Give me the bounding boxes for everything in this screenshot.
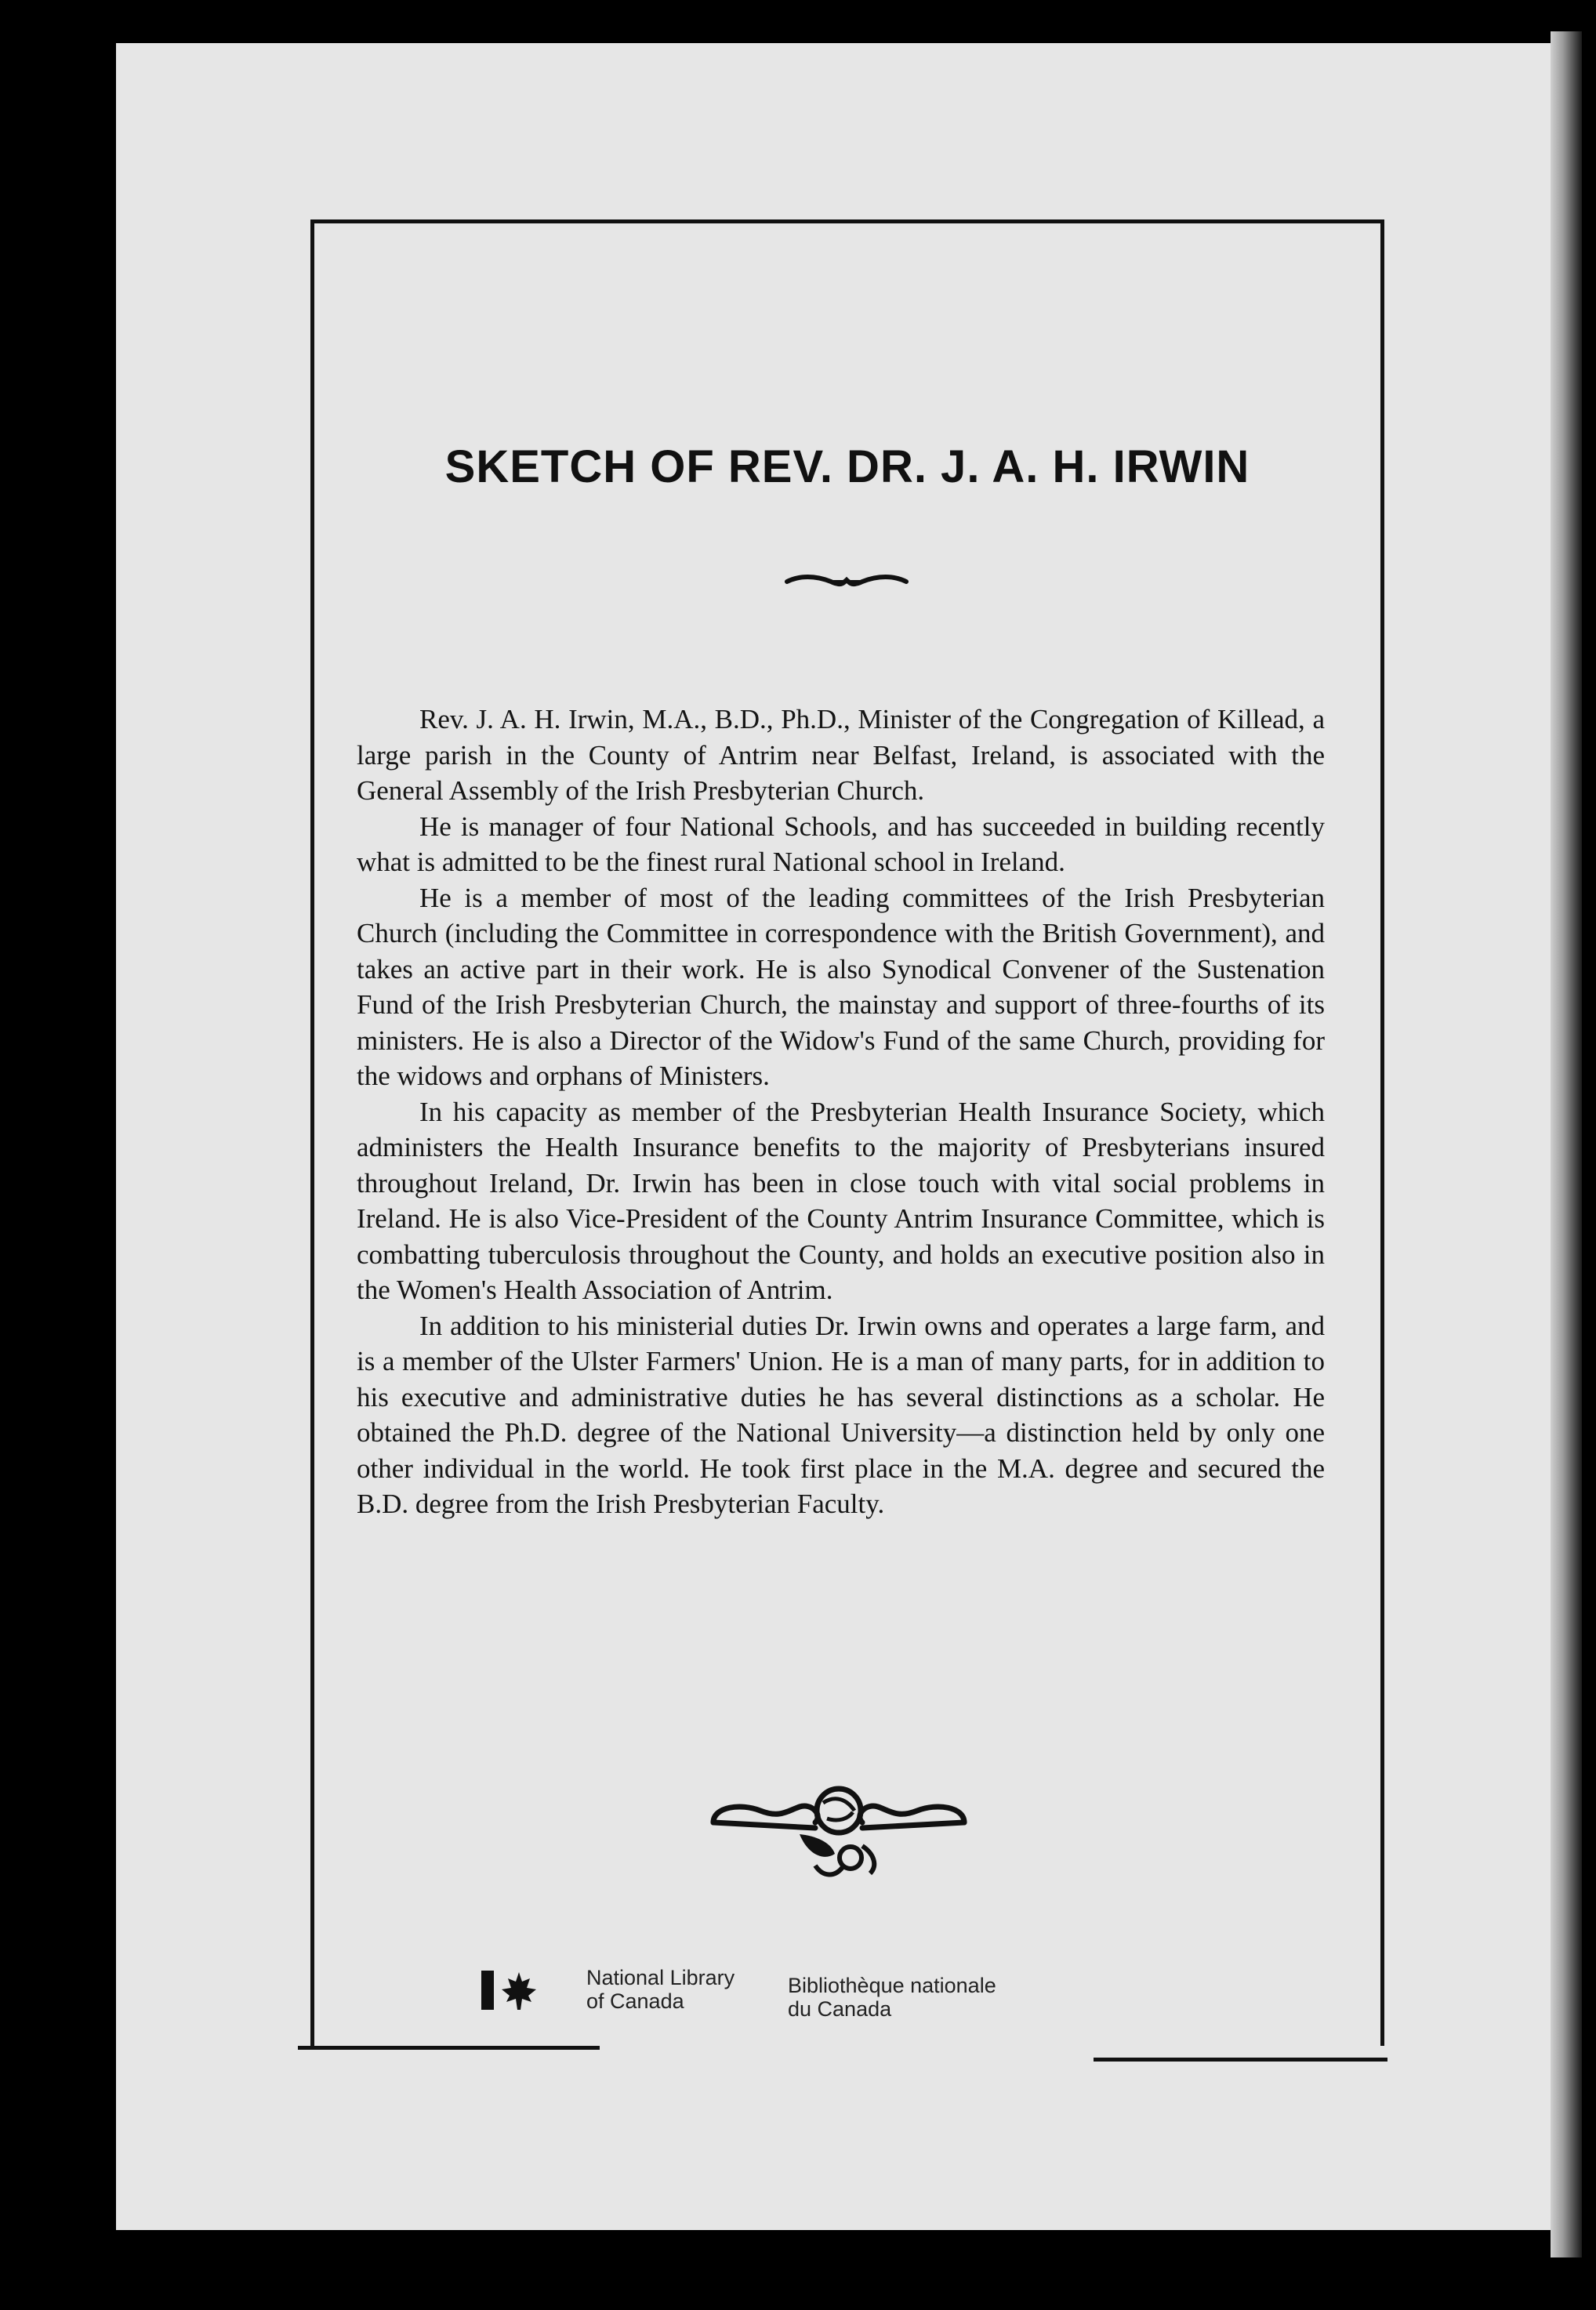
biography-text [357,702,1325,1522]
paragraph-committees: He is a member of most of the leading committees of the Irish Presbyterian Church (including the Committee in correspondence with the British Government), and takes an active part in their work. He is also Synodical Convener of the Sustenation Fund of the Irish Presbyterian Church, the mainstay and support of three-fourths of its ministers. He is also a Director of the Widow's Fund of the same Church, providing for the widows and orphans of Ministers. [357,882,1325,1091]
library-name-french-line2: du Canada [788,1997,892,2021]
paragraph-farm-and-scholarship: In addition to his ministerial duties Dr. Irwin owns and operates a large farm, and is a member of the Ulster Farmers' Union. He is a man of many parts, for in addition to his executive and administrative duties he has several distinctions as a scholar. He obtained the Ph.D. degree of the National University—a distinction held by only one other individual in the world. He took first place in the M.A. degree and secured the B.D. degree from the Irish Presbyterian Faculty. [357,1310,1325,1519]
library-name-french-line1: Bibliothèque nationale [788,1974,996,1997]
frame-bottom-left-rule [298,2046,600,2050]
paragraph-introduction: Rev. J. A. H. Irwin, M.A., B.D., Ph.D., Minister of the Congregation of Killead, a large parish in the County of Antrim near Belfast, Ireland, is associated with the General Assembly of the Irish Presbyterian Church. [357,704,1325,806]
library-name-english-line1: National Library [586,1966,735,1989]
library-name-english [586,1966,735,2013]
library-name-english-line2: of Canada [586,1989,684,2013]
page-edge [1551,31,1582,2257]
paragraph-health-insurance: In his capacity as member of the Presbyterian Health Insurance Society, which administers the Health Insurance benefits to the majority of Presbyterians insured throughout Ireland, Dr. Irwin has been in close touch with vital social problems in Ireland. He is also Vice-President of the County Antrim Insurance Committee, which is combatting tuberculosis throughout the County, and holds an executive position also in the Women's Health Association of Antrim. [357,1096,1325,1305]
frame-bottom-right-rule [1094,2058,1387,2062]
library-name-french [788,1974,996,2021]
canada-flag-icon [481,1967,544,2011]
scroll-ornament-icon [784,564,909,596]
page-title: SKETCH OF REV. DR. J. A. H. IRWIN [444,441,1250,492]
paragraph-schools: He is manager of four National Schools, and has succeeded in building recently what is admitted to be the finest rural National school in Ireland. [357,810,1325,877]
floral-flourish-icon [706,1779,972,1881]
